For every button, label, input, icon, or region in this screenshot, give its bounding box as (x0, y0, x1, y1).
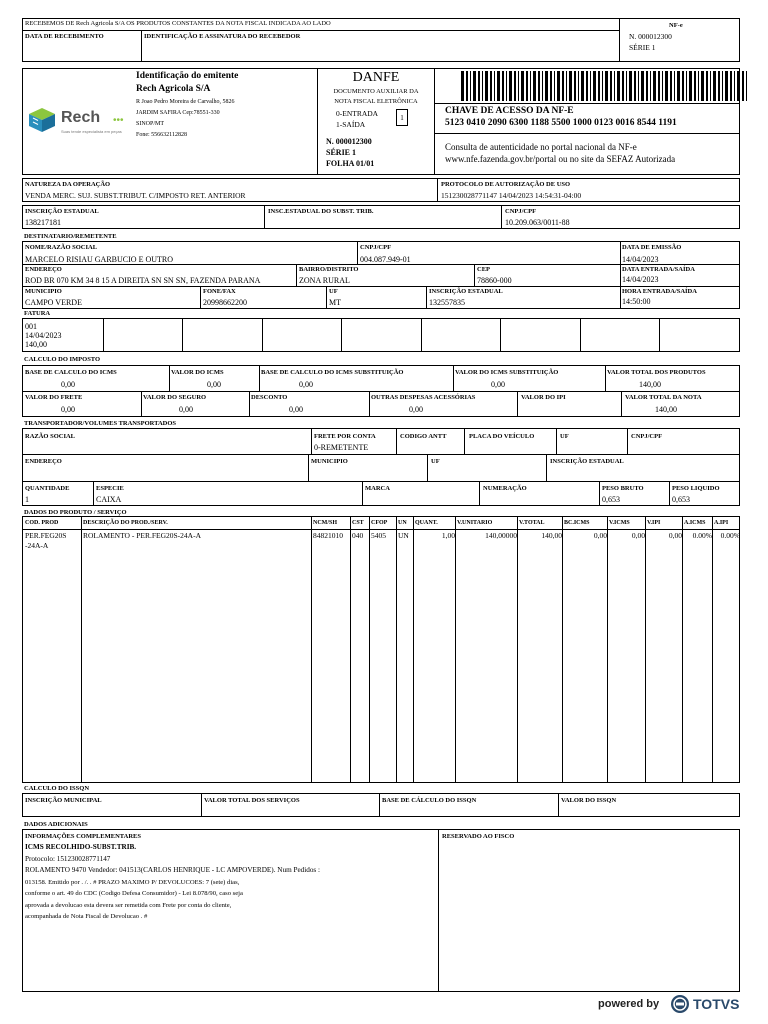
receipt-signature-label: IDENTIFICAÇÃO E ASSINATURA DO RECEBEDOR (144, 33, 301, 40)
info-line: Protocolo: 151230028771147 (25, 854, 111, 863)
numbering-label: NUMERAÇÃO (483, 485, 527, 492)
info-line: 013158. Emitido por . /. . # PRAZO MAXIMO P/ DEVOLUCOES: 7 (sete) dias, (25, 878, 240, 886)
species-value: CAIXA (96, 495, 122, 504)
prod-unit-price: 140,00000 (485, 531, 517, 540)
tax-total-note-label: VALOR TOTAL DA NOTA (625, 394, 702, 401)
column-header: QUANT. (415, 520, 438, 526)
info-line: ROLAMENTO 9470 Vendedor: 041513(CARLOS HENRIQUE - LC AMPOVERDE). Num Pedidos : (25, 866, 321, 874)
carrier-address-label: ENDEREÇO (25, 458, 62, 465)
column-header: COD. PROD (25, 520, 59, 526)
access-key: 5123 0410 2090 6300 1188 5500 1000 0123 0016 8544 1191 (445, 118, 677, 128)
tax-freight-value: 0,00 (61, 405, 75, 414)
info-line: aprovada a devolucao esta devera ser remetida com Frete por conta do cliente, (25, 901, 232, 909)
column-header: BC.ICMS (564, 520, 590, 526)
carrier-uf2-label: UF (431, 458, 440, 465)
tax-icms-st-value: 0,00 (491, 380, 505, 389)
issqn-value-label: VALOR DO ISSQN (561, 797, 617, 804)
tax-section-title: CALCULO DO IMPOSTO (24, 356, 101, 363)
access-key-label: CHAVE DE ACESSO DA NF-E (445, 106, 574, 116)
hour-value: 14:50:00 (622, 297, 651, 306)
recipient-cep-label: CEP (477, 266, 490, 273)
recipient-uf-label: UF (329, 288, 338, 295)
issuer-section-title: Identificação do emitente (136, 71, 239, 81)
barcode-image (461, 71, 751, 101)
tax-base-icms-label: BASE DE CALCULO DO ICMS (25, 369, 117, 376)
tax-other-value: 0,00 (409, 405, 423, 414)
entry-date-label: DATA ENTRADA/SAÍDA (622, 266, 695, 273)
prod-code-line2: -24A-A (25, 541, 49, 550)
tax-base-st-value: 0,00 (299, 380, 313, 389)
powered-by-text: powered by (598, 998, 660, 1010)
recipient-name-label: NOME/RAZÃO SOCIAL (25, 244, 98, 251)
additional-block (22, 829, 740, 992)
logo-dots-icon: ••• (113, 115, 124, 126)
tax-base-st-label: BASE DE CALCULO DO ICMS SUBSTITUIÇÃO (261, 369, 404, 376)
tax-total-products-value: 140,00 (639, 380, 661, 389)
recipient-cep: 78860-000 (477, 276, 512, 285)
danfe-block (317, 68, 435, 175)
danfe-exit: 1-SAÍDA (336, 120, 366, 129)
carrier-ie-label: INSCRIÇÃO ESTADUAL (550, 458, 624, 465)
operation-row (22, 178, 740, 202)
danfe-subtitle2: NOTA FISCAL ELETRÔNICA (334, 98, 418, 105)
logo-text: Rech (61, 109, 101, 126)
recipient-address-label: ENDEREÇO (25, 266, 62, 273)
recipient-cnpj-label: CNPJ/CPF (360, 244, 392, 251)
issuer-address1: R Joao Pedro Moreira de Carvalho, 5826 (136, 99, 235, 105)
net-weight-label: PESO LIQUIDO (672, 485, 720, 492)
tax-insurance-label: VALOR DO SEGURO (143, 394, 207, 401)
receipt-nfe-label: NF-e (669, 22, 683, 29)
prod-cfop: 5405 (371, 531, 386, 540)
issqn-block (22, 793, 740, 817)
freight-value: 0-REMETENTE (314, 443, 369, 452)
carrier-city-label: MUNICIPIO (311, 458, 348, 465)
carrier-name-label: RAZÃO SOCIAL (25, 433, 76, 440)
totvs-brand-text: TOTVS (693, 996, 740, 1012)
antt-label: CODIGO ANTT (400, 433, 447, 440)
recipient-phone-label: FONE/FAX (203, 288, 236, 295)
column-header: V.ICMS (609, 520, 630, 526)
column-header: V.UNITARIO (457, 520, 493, 526)
column-header: V.IPI (647, 520, 661, 526)
prod-ipi: 0,00 (668, 531, 682, 540)
danfe-entry: 0-ENTRADA (336, 109, 379, 118)
cube-logo-icon (27, 107, 57, 133)
access-consult2: www.nfe.fazenda.gov.br/portal ou no site da SEFAZ Autorizada (445, 154, 676, 164)
prod-unit: UN (398, 531, 409, 540)
prod-aliq-ipi: 0.00% (720, 531, 740, 540)
issqn-base-label: BASE DE CÁLCULO DO ISSQN (382, 797, 477, 804)
totvs-logo-icon (670, 994, 690, 1014)
invoice-section-title: FATURA (24, 310, 51, 317)
tax-other-label: OUTRAS DESPESAS ACESSÓRIAS (371, 394, 476, 401)
tax-discount-label: DESCONTO (251, 394, 288, 401)
receipt-stub (22, 18, 740, 62)
danfe-subtitle1: DOCUMENTO AUXILIAR DA (333, 88, 419, 95)
column-header: CST (352, 520, 364, 526)
info-line: acompanhada de Nota Fiscal de Devolucao . # (25, 913, 148, 920)
prod-cst: 040 (352, 531, 364, 540)
recipient-address: ROD BR 070 KM 34 8 15 A DIREITA SN SN SN, FAZENDA PARANA (25, 276, 261, 285)
tax-icms-st-label: VALOR DO ICMS SUBSTITUIÇÃO (455, 369, 559, 376)
recipient-city: CAMPO VERDE (25, 298, 82, 307)
prod-ncm: 84821010 (313, 531, 343, 540)
nature-label: NATUREZA DA OPERAÇÃO (25, 181, 111, 188)
recipient-name: MARCELO RISIAU GARBUCIO E OUTRO (25, 255, 174, 264)
qty-value: 1 (25, 495, 29, 504)
issuer-ie-value: 138217181 (25, 218, 61, 227)
hour-label: HORA ENTRADA/SAÍDA (622, 288, 697, 295)
prod-icms: 0,00 (631, 531, 645, 540)
complementary-info-label: INFORMAÇÕES COMPLEMENTARES (25, 833, 141, 840)
receipt-series: SÉRIE 1 (629, 43, 656, 52)
tax-icms-label: VALOR DO ICMS (171, 369, 224, 376)
recipient-uf: MT (329, 298, 341, 307)
receipt-number: N. 000012300 (629, 32, 672, 41)
column-header: UN (398, 520, 407, 526)
prod-bc-icms: 0,00 (593, 531, 607, 540)
column-header: A.ICMS (684, 520, 706, 526)
access-consult1: Consulta de autenticidade no portal nacional da NF-e (445, 142, 637, 152)
info-line: conforme o art. 49 do CDC (Codigo Defesa Consumidor) - Lei 8.078/90, caso seja (25, 890, 243, 897)
products-section-title: DADOS DO PRODUTO / SERVIÇO (24, 509, 127, 516)
recipient-cnpj: 004.087.949-01 (360, 255, 411, 264)
emission-date: 14/04/2023 (622, 255, 659, 264)
protocol-value: 151230028771147 14/04/2023 14:54:31-04:00 (441, 191, 582, 200)
tax-total-note-value: 140,00 (655, 405, 677, 414)
powered-by-footer (596, 993, 746, 1017)
issuer-block (22, 68, 318, 175)
invoice-block (22, 318, 740, 352)
danfe-type-value: 1 (400, 114, 404, 122)
recipient-district-label: BAIRRO/DISTRITO (299, 266, 359, 273)
tax-insurance-value: 0,00 (179, 405, 193, 414)
prod-qty: 1,00 (441, 531, 455, 540)
tax-total-products-label: VALOR TOTAL DOS PRODUTOS (607, 369, 706, 376)
access-block (434, 68, 740, 175)
species-label: ESPECIE (96, 485, 124, 492)
column-header: NCM/SH (313, 520, 337, 526)
receipt-header-text: RECEBEMOS DE Rech Agricola S/A OS PRODUTOS CONSTANTES DA NOTA FISCAL INDICADA AO LADO (25, 20, 331, 27)
issuer-ie-label: INSCRIÇÃO ESTADUAL (25, 208, 99, 215)
logo-tagline: Suas tende especialista em peças (61, 129, 122, 134)
issuer-name: Rech Agricola S/A (136, 84, 211, 94)
prod-total: 140,00 (541, 531, 562, 540)
issuer-address2: JARDIM SAFIRA Cep:78551-330 (136, 110, 220, 116)
carrier-uf-label: UF (560, 433, 569, 440)
recipient-phone: 20998662200 (203, 298, 247, 307)
recipient-district: ZONA RURAL (299, 276, 350, 285)
gross-weight-value: 0,653 (602, 495, 620, 504)
prod-code-line1: PER.FEG20S (25, 531, 67, 540)
tax-discount-value: 0,00 (289, 405, 303, 414)
recipient-city-label: MUNICIPIO (25, 288, 62, 295)
transport-section-title: TRANSPORTADOR/VOLUMES TRANSPORTADOS (24, 420, 177, 427)
recipient-ie: 132557835 (429, 298, 465, 307)
tax-base-icms-value: 0,00 (61, 380, 75, 389)
prod-description: ROLAMENTO - PER.FEG20S-24A-A (83, 531, 201, 540)
tax-ipi-label: VALOR DO IPI (521, 394, 566, 401)
column-header: DESCRIÇÃO DO PROD./SERV. (83, 520, 168, 526)
freight-label: FRETE POR CONTA (314, 433, 376, 440)
recipient-section-title: DESTINATARIO/REMETENTE (24, 233, 117, 240)
tax-icms-value: 0,00 (207, 380, 221, 389)
additional-section-title: DADOS ADICIONAIS (24, 821, 88, 828)
issqn-section-title: CALCULO DO ISSQN (24, 785, 90, 792)
net-weight-value: 0,653 (672, 495, 690, 504)
protocol-label: PROTOCOLO DE AUTORIZAÇÃO DE USO (441, 181, 571, 188)
info-line: ICMS RECOLHIDO-SUBST.TRIB. (25, 843, 137, 851)
nature-value: VENDA MERC. SUJ. SUBST.TRIBUT. C/IMPOSTO RET. ANTERIOR (25, 191, 246, 200)
danfe-series: SÉRIE 1 (326, 148, 357, 157)
danfe-number: N. 000012300 (326, 137, 372, 146)
emission-date-label: DATA DE EMISSÃO (622, 244, 682, 251)
rech-logo (27, 107, 135, 139)
issuer-phone: Fone: 556632112828 (136, 132, 187, 138)
issqn-im-label: INSCRIÇÃO MUNICIPAL (25, 797, 102, 804)
invoice-line3: 140,00 (25, 340, 47, 349)
tax-block (22, 365, 740, 417)
products-table (22, 516, 740, 783)
issuer-cnpj-value: 10.209.063/0011-88 (505, 218, 570, 227)
issqn-total-label: VALOR TOTAL DOS SERVIÇOS (204, 797, 300, 804)
column-header: A.IPI (714, 520, 729, 526)
tax-freight-label: VALOR DO FRETE (25, 394, 83, 401)
gross-weight-label: PESO BRUTO (602, 485, 644, 492)
issuer-city: SINOP/MT (136, 121, 165, 127)
reserved-fisco-label: RESERVADO AO FISCO (442, 833, 515, 840)
danfe-title: DANFE (352, 70, 400, 85)
column-header: CFOP (371, 520, 388, 526)
invoice-line2: 14/04/2023 (25, 331, 62, 340)
ie-row (22, 205, 740, 229)
invoice-line1: 001 (25, 322, 37, 331)
transport-block (22, 428, 740, 506)
table-row (23, 530, 741, 560)
brand-label: MARCA (365, 485, 390, 492)
plate-label: PLACA DO VEÍCULO (469, 433, 535, 440)
column-header: V.TOTAL (519, 520, 545, 526)
qty-label: QUANTIDADE (25, 485, 70, 492)
receipt-date-label: DATA DE RECEBIMENTO (25, 33, 104, 40)
ie-subst-label: INSC.ESTADUAL DO SUBST. TRIB. (268, 208, 374, 215)
danfe-sheet: FOLHA 01/01 (326, 159, 375, 168)
entry-date: 14/04/2023 (622, 275, 659, 284)
issuer-cnpj-label: CNPJ/CPF (505, 208, 537, 215)
recipient-block (22, 241, 740, 309)
carrier-cnpj-label: CNPJ/CPF (631, 433, 663, 440)
recipient-ie-label: INSCRIÇÃO ESTADUAL (429, 288, 503, 295)
prod-aliq-icms: 0.00% (692, 531, 712, 540)
